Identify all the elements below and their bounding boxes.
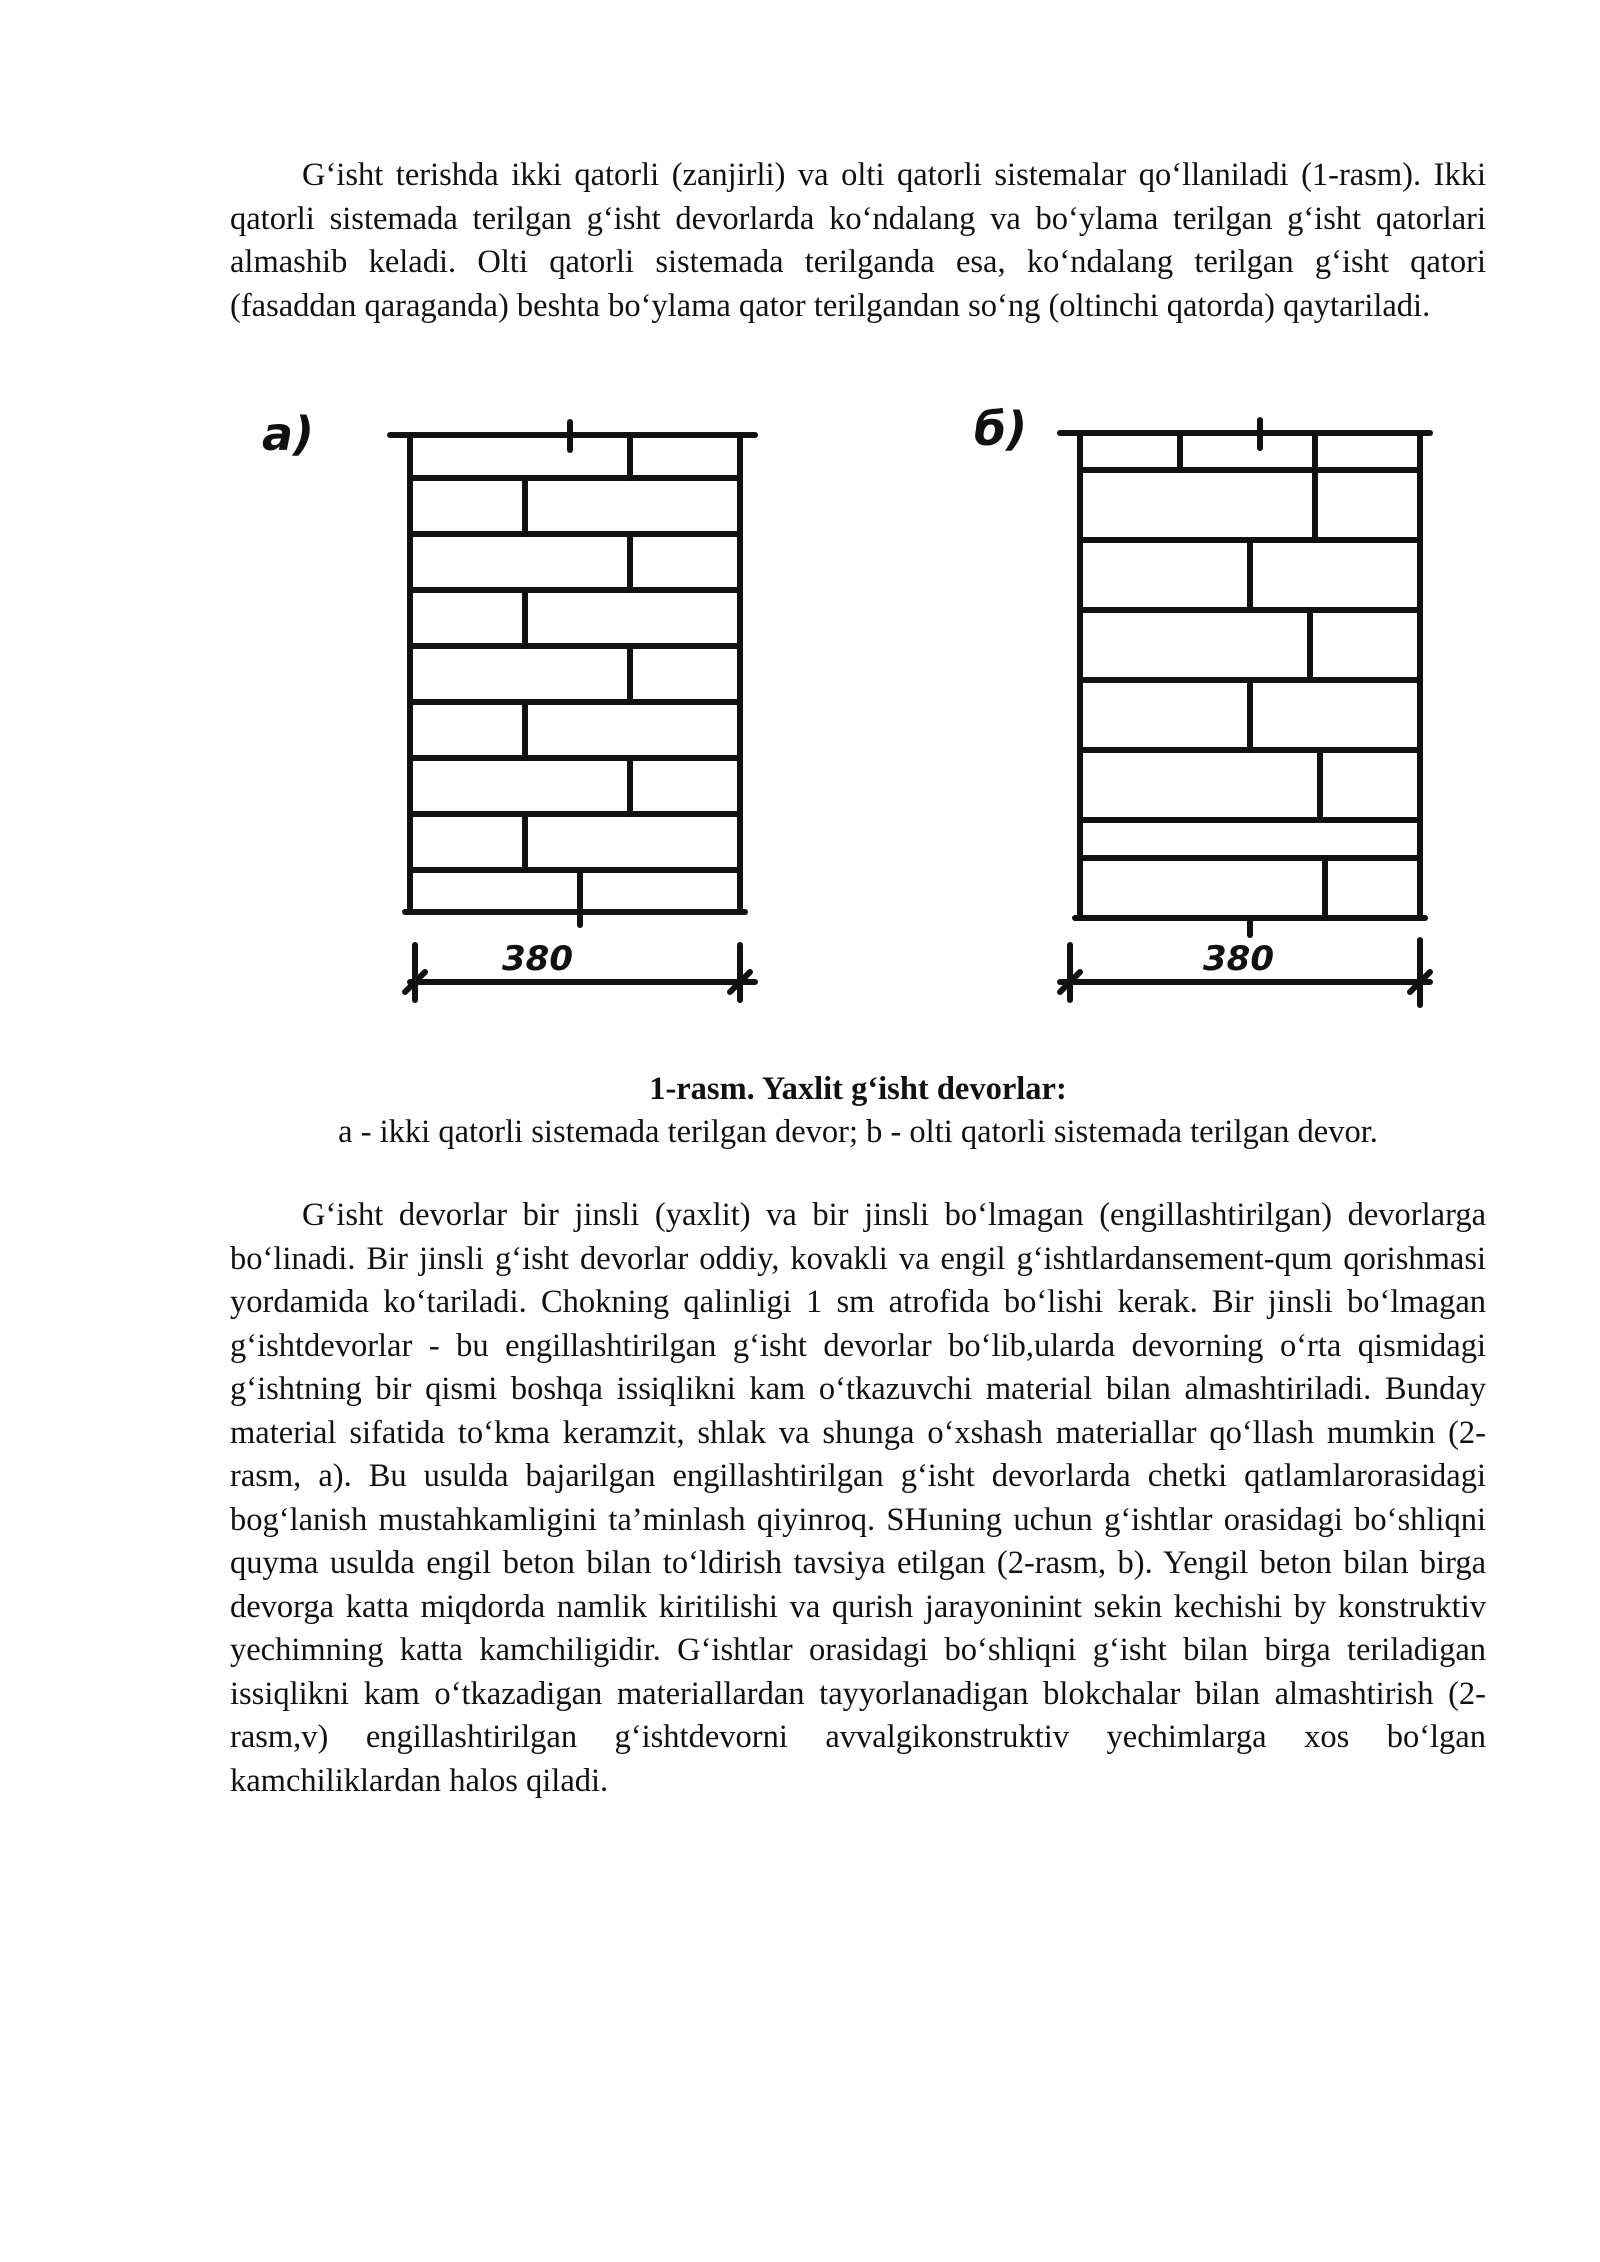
brick-wall-drawings [230, 400, 1486, 1040]
wall-b-drawing [1060, 420, 1430, 1005]
figure-brick-walls [230, 400, 1486, 1040]
wall-a-dimension: 380 [502, 939, 573, 979]
paragraph-main [230, 1194, 1486, 1803]
wall-b-dimension: 380 [1203, 939, 1274, 979]
paragraph-intro-text: G‘isht terishda ikki qatorli (zanjirli) va olti qatorli sistemalar qo‘llaniladi (1-rasm). Ikki qatorli sistemada terilgan g‘isht devorlarda ko‘ndalang va bo‘ylama terilgan g‘isht qatorlari almashib keladi. Olti qatorli sistemada terilganda esa, ko‘ndalang terilgan g‘isht qatori (fasaddan qaraganda) beshta bo‘ylama qator terilgandan so‘ng (oltinchi qatorda) qaytariladi. [230, 157, 1486, 324]
figure-caption-title: 1-rasm. Yaxlit g‘isht devorlar: [649, 1071, 1067, 1107]
wall-a-drawing [390, 422, 755, 1000]
paragraph-intro [230, 154, 1486, 328]
wall-b-label: б) [974, 402, 1028, 456]
paragraph-main-text: G‘isht devorlar bir jinsli (yaxlit) va bir jinsli bo‘lmagan (engillashtirilgan) devorlarga bo‘linadi. Bir jinsli g‘isht devorlar oddiy, kovakli va engil g‘ishtlardansement-qum qorishmasi yordamida ko‘tariladi. Chokning qalinligi 1 sm atrofida bo‘lishi kerak. Bir jinsli bo‘lmagan g‘ishtdevorlar - bu engillashtirilgan g‘isht devorlar bo‘lib,ularda devorning o‘rta qismidagi g‘ishtning bir qismi boshqa issiqlikni kam o‘tkazuvchi material bilan almashtiriladi. Bunday material sifatida to‘kma keramzit, shlak va shunga o‘xshash materiallar qo‘llash mumkin (2-rasm, a). Bu usulda bajarilgan engillashtirilgan g‘isht devorlarda chetki qatlamlarorasidagi bog‘lanish mustahkamligini ta’minlash qiyinroq. SHuning uchun g‘ishtlar orasidagi bo‘shliqni quyma usulda engil beton bilan to‘ldirish tavsiya etilgan (2-rasm, b). Yengil beton bilan birga devorga katta miqdorda namlik kiritilishi va qurish jarayoninint sekin kechishi by konstruktiv yechimning katta kamchiligidir. G‘ishtlar orasidagi bo‘shliqni g‘isht bilan birga teriladigan issiqlikni kam o‘tkazadigan materiallardan tayyorlanadigan blokchalar bilan almashtirish (2-rasm,v) engillashtirilgan g‘ishtdevorni avvalgikonstruktiv yechimlarga xos bo‘lgan kamchiliklardan halos qiladi. [230, 1197, 1486, 1799]
figure-caption-description: a - ikki qatorli sistemada terilgan devor; b - olti qatorli sistemada terilgan devor. [338, 1114, 1378, 1150]
wall-a-label: a) [262, 407, 315, 461]
